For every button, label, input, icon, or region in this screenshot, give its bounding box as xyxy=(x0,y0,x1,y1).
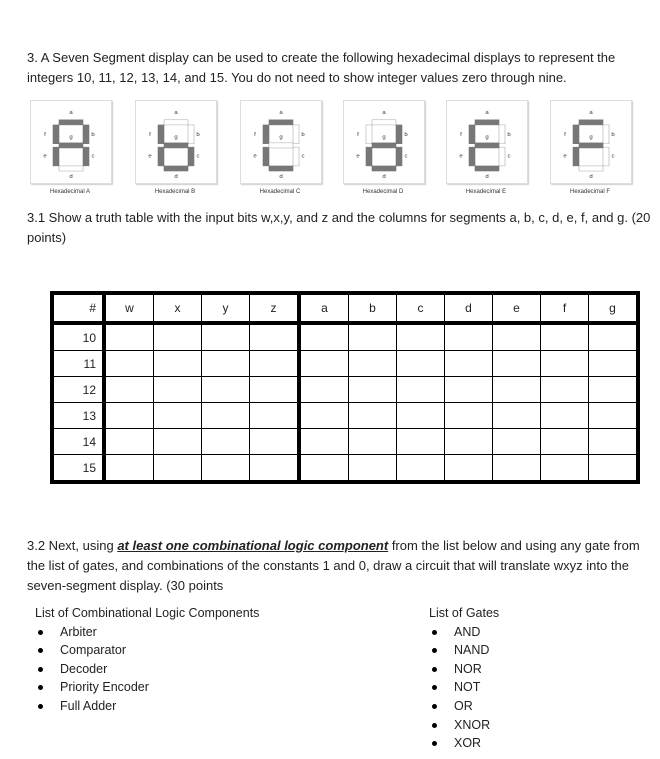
table-cell[interactable] xyxy=(299,429,349,455)
table-cell[interactable] xyxy=(202,403,250,429)
display-label: Hexadecimal A xyxy=(49,189,91,195)
segment-label-g: g xyxy=(174,134,178,141)
table-cell[interactable] xyxy=(202,455,250,483)
segment-f xyxy=(573,125,579,144)
table-header-row xyxy=(52,293,638,323)
table-cell[interactable] xyxy=(299,403,349,429)
segment-label-g: g xyxy=(279,134,283,141)
table-cell[interactable] xyxy=(589,429,639,455)
question-3-2 xyxy=(27,536,657,596)
table-cell[interactable] xyxy=(445,351,493,377)
table-cell[interactable] xyxy=(349,323,397,351)
list-item: NAND xyxy=(429,641,499,660)
segment-c xyxy=(499,147,505,166)
display-label: Hexadecimal E xyxy=(465,189,507,195)
table-cell[interactable] xyxy=(250,455,300,483)
segment-label-a: a xyxy=(485,110,489,116)
segment-label-b: b xyxy=(404,132,408,138)
segment-c xyxy=(83,147,89,166)
table-cell[interactable] xyxy=(299,323,349,351)
components-title: List of Combinational Logic Components xyxy=(35,606,260,620)
segment-e xyxy=(573,147,579,166)
table-cell[interactable] xyxy=(154,403,202,429)
table-cell[interactable] xyxy=(202,429,250,455)
segment-d xyxy=(164,166,188,171)
display-label: Hexadecimal C xyxy=(259,189,301,195)
table-cell[interactable] xyxy=(445,429,493,455)
segment-e xyxy=(366,147,372,166)
table-cell[interactable] xyxy=(397,323,445,351)
table-cell[interactable] xyxy=(493,455,541,483)
segment-label-d: d xyxy=(382,174,386,180)
table-cell[interactable] xyxy=(589,323,639,351)
table-row xyxy=(52,455,638,483)
segment-label-c: c xyxy=(404,153,408,160)
segment-a xyxy=(59,120,83,125)
seven-segment-display xyxy=(30,100,112,184)
column-header-f: f xyxy=(541,293,589,323)
table-cell[interactable] xyxy=(493,323,541,351)
segment-label-d: d xyxy=(174,174,178,180)
list-item: Arbiter xyxy=(35,623,259,642)
table-cell[interactable] xyxy=(493,403,541,429)
segment-label-c: c xyxy=(196,153,200,160)
segment-label-a: a xyxy=(69,110,73,116)
segment-g xyxy=(579,143,603,148)
segment-a xyxy=(475,120,499,125)
table-cell[interactable] xyxy=(349,429,397,455)
column-header-number: # xyxy=(52,293,104,323)
segment-label-d: d xyxy=(279,174,283,180)
table-cell[interactable] xyxy=(299,377,349,403)
table-cell[interactable] xyxy=(445,323,493,351)
table-cell[interactable] xyxy=(493,429,541,455)
segment-c xyxy=(603,147,609,166)
table-cell[interactable] xyxy=(541,403,589,429)
column-header-w: w xyxy=(104,293,154,323)
table-cell[interactable] xyxy=(154,323,202,351)
table-cell[interactable] xyxy=(154,429,202,455)
table-row xyxy=(52,323,638,351)
table-cell[interactable] xyxy=(202,323,250,351)
table-cell[interactable] xyxy=(154,455,202,483)
segment-b xyxy=(603,125,609,144)
segment-label-a: a xyxy=(174,110,178,116)
table-cell[interactable] xyxy=(589,351,639,377)
table-cell[interactable] xyxy=(104,323,154,351)
seven-segment-display xyxy=(240,100,322,184)
seven-segment-display xyxy=(446,100,528,184)
segment-label-e: e xyxy=(43,153,47,160)
segment-label-g: g xyxy=(382,134,386,141)
table-row xyxy=(52,377,638,403)
segment-f xyxy=(53,125,59,144)
table-cell[interactable] xyxy=(541,351,589,377)
table-cell[interactable] xyxy=(104,351,154,377)
table-row xyxy=(52,351,638,377)
table-cell[interactable] xyxy=(250,351,300,377)
segment-label-f: f xyxy=(357,132,359,138)
segment-label-e: e xyxy=(253,153,257,160)
segment-b xyxy=(499,125,505,144)
table-cell[interactable] xyxy=(445,455,493,483)
table-cell[interactable] xyxy=(250,429,300,455)
table-cell[interactable] xyxy=(397,429,445,455)
segment-e xyxy=(53,147,59,166)
question-3-1: 3.1 Show a truth table with the input bits w,x,y, and z and the columns for segments a, b, c, d, e, f, and g. (20 points) xyxy=(27,210,651,245)
segment-label-f: f xyxy=(254,132,256,138)
column-header-b: b xyxy=(349,293,397,323)
truth-table xyxy=(50,291,640,484)
question-3-intro: 3. A Seven Segment display can be used to create the following hexadecimal displays to represent the integers 10, 11, 12, 13, 14, and 15. You do not need to show integer values zero through nine. xyxy=(27,50,616,85)
segment-label-c: c xyxy=(507,153,511,160)
table-row xyxy=(52,403,638,429)
segment-label-a: a xyxy=(589,110,593,116)
table-cell[interactable] xyxy=(202,351,250,377)
display-label: Hexadecimal B xyxy=(154,189,196,195)
segment-g xyxy=(269,143,293,148)
segment-label-g: g xyxy=(589,134,593,141)
segment-label-e: e xyxy=(459,153,463,160)
table-cell[interactable] xyxy=(541,455,589,483)
table-cell[interactable] xyxy=(445,403,493,429)
seven-segment-display xyxy=(135,100,217,184)
table-cell[interactable] xyxy=(589,377,639,403)
column-header-e: e xyxy=(493,293,541,323)
table-cell[interactable] xyxy=(250,377,300,403)
segment-d xyxy=(59,166,83,171)
segment-f xyxy=(366,125,372,144)
segment-label-d: d xyxy=(69,174,73,180)
list-item: NOR xyxy=(429,660,499,679)
list-item: Full Adder xyxy=(35,697,259,716)
list-item: OR xyxy=(429,697,499,716)
table-cell[interactable] xyxy=(104,403,154,429)
table-cell[interactable] xyxy=(104,455,154,483)
segment-label-b: b xyxy=(91,132,95,138)
row-number: 10 xyxy=(52,323,104,351)
table-cell[interactable] xyxy=(397,455,445,483)
table-cell[interactable] xyxy=(541,323,589,351)
table-cell[interactable] xyxy=(589,455,639,483)
segment-label-e: e xyxy=(356,153,360,160)
segment-label-g: g xyxy=(485,134,489,141)
gates-title: List of Gates xyxy=(429,606,500,620)
segment-b xyxy=(83,125,89,144)
segment-f xyxy=(158,125,164,144)
segment-label-d: d xyxy=(589,174,593,180)
row-number: 13 xyxy=(52,403,104,429)
segment-label-e: e xyxy=(563,153,567,160)
column-header-c: c xyxy=(397,293,445,323)
q32-text-pre: 3.2 Next, using xyxy=(27,538,118,553)
table-cell[interactable] xyxy=(154,351,202,377)
table-cell[interactable] xyxy=(589,403,639,429)
list-item: Priority Encoder xyxy=(35,678,259,697)
table-cell[interactable] xyxy=(397,351,445,377)
table-cell[interactable] xyxy=(397,403,445,429)
q32-text-post: from the list below and using any gate from the list of gates, and combinations of the constants 1 and 0, draw a circuit that will translate wxyz into the seven-segment display. (30 points xyxy=(27,538,640,593)
segment-d xyxy=(579,166,603,171)
seven-segment-display xyxy=(343,100,425,184)
segment-label-c: c xyxy=(91,153,95,160)
table-cell[interactable] xyxy=(541,429,589,455)
segment-label-f: f xyxy=(564,132,566,138)
segment-d xyxy=(475,166,499,171)
table-cell[interactable] xyxy=(202,377,250,403)
segment-g xyxy=(164,143,188,148)
list-item: AND xyxy=(429,623,499,642)
segment-label-b: b xyxy=(507,132,511,138)
seven-segment-display xyxy=(550,100,632,184)
column-header-z: z xyxy=(250,293,300,323)
list-item: NOT xyxy=(429,678,499,697)
segment-label-f: f xyxy=(44,132,46,138)
table-cell[interactable] xyxy=(104,429,154,455)
segment-f xyxy=(469,125,475,144)
segment-a xyxy=(579,120,603,125)
table-cell[interactable] xyxy=(349,351,397,377)
segment-label-b: b xyxy=(301,132,305,138)
segment-c xyxy=(293,147,299,166)
table-row xyxy=(52,429,638,455)
list-item: Decoder xyxy=(35,660,259,679)
segment-label-c: c xyxy=(301,153,305,160)
segment-label-a: a xyxy=(382,110,386,116)
column-header-x: x xyxy=(154,293,202,323)
segment-e xyxy=(469,147,475,166)
segment-label-g: g xyxy=(69,134,73,141)
list-item: Comparator xyxy=(35,641,259,660)
segment-label-c: c xyxy=(611,153,615,160)
segment-g xyxy=(372,143,396,148)
segment-d xyxy=(372,166,396,171)
segment-b xyxy=(396,125,402,144)
components-list xyxy=(35,604,259,716)
segment-a xyxy=(269,120,293,125)
row-number: 12 xyxy=(52,377,104,403)
segment-c xyxy=(188,147,194,166)
table-cell[interactable] xyxy=(299,351,349,377)
table-cell[interactable] xyxy=(250,323,300,351)
segment-a xyxy=(372,120,396,125)
segment-g xyxy=(475,143,499,148)
table-cell[interactable] xyxy=(154,377,202,403)
segment-label-b: b xyxy=(611,132,615,138)
segment-g xyxy=(59,143,83,148)
display-label: Hexadecimal F xyxy=(569,189,610,195)
segment-label-f: f xyxy=(460,132,462,138)
list-item: XOR xyxy=(429,734,499,753)
display-label: Hexadecimal D xyxy=(362,189,404,195)
table-cell[interactable] xyxy=(250,403,300,429)
segment-d xyxy=(269,166,293,171)
row-number: 14 xyxy=(52,429,104,455)
segment-c xyxy=(396,147,402,166)
column-header-d: d xyxy=(445,293,493,323)
segment-label-b: b xyxy=(196,132,200,138)
table-cell[interactable] xyxy=(104,377,154,403)
segment-e xyxy=(263,147,269,166)
column-header-g: g xyxy=(589,293,639,323)
column-header-y: y xyxy=(202,293,250,323)
q32-emphasis: at least one combinational logic component xyxy=(117,538,389,553)
column-header-a: a xyxy=(299,293,349,323)
table-cell[interactable] xyxy=(493,351,541,377)
segment-a xyxy=(164,120,188,125)
row-number: 11 xyxy=(52,351,104,377)
segment-e xyxy=(158,147,164,166)
table-cell[interactable] xyxy=(541,377,589,403)
table-cell[interactable] xyxy=(299,455,349,483)
segment-b xyxy=(188,125,194,144)
table-cell[interactable] xyxy=(349,403,397,429)
segment-f xyxy=(263,125,269,144)
list-item: XNOR xyxy=(429,716,499,735)
row-number: 15 xyxy=(52,455,104,483)
segment-label-a: a xyxy=(279,110,283,116)
table-cell[interactable] xyxy=(349,455,397,483)
segment-label-d: d xyxy=(485,174,489,180)
segment-b xyxy=(293,125,299,144)
table-cell[interactable] xyxy=(493,377,541,403)
table-cell[interactable] xyxy=(397,377,445,403)
segment-label-e: e xyxy=(148,153,152,160)
segment-label-f: f xyxy=(149,132,151,138)
table-cell[interactable] xyxy=(445,377,493,403)
gates-list xyxy=(429,604,499,753)
table-cell[interactable] xyxy=(349,377,397,403)
